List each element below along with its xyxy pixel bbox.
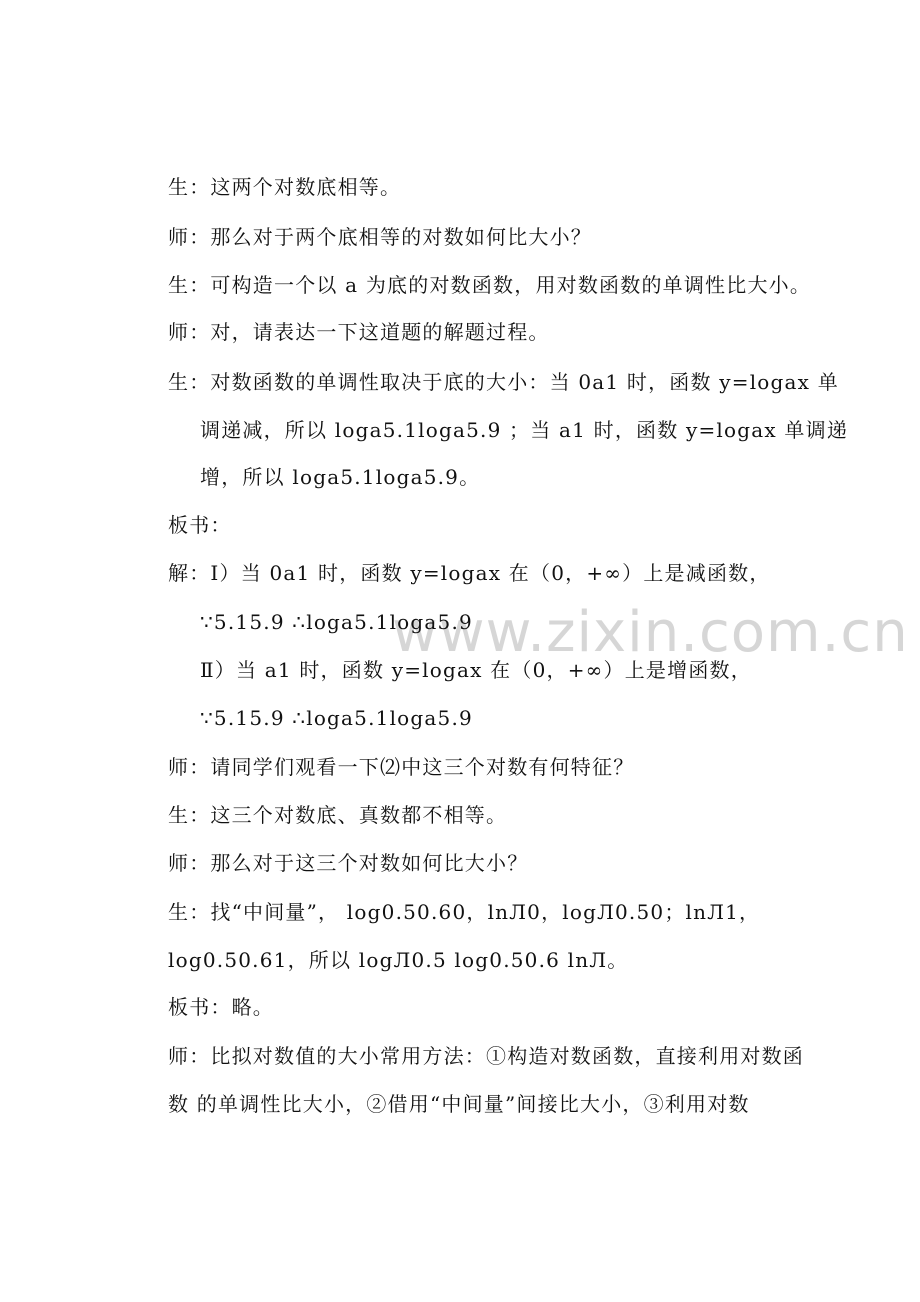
text-line: 师：请同学们观看一下⑵中这三个对数有何特征？ <box>168 755 635 779</box>
text-line: 师：对，请表达一下这道题的解题过程。 <box>168 320 550 344</box>
text-line: 生：对数函数的单调性取决于底的大小：当 0a1 时，函数 y=logax 单 <box>168 370 839 394</box>
text-line: Ⅱ）当 a1 时，函数 y=logax 在（0，+∞）上是增函数， <box>200 658 752 682</box>
text-line: 师：那么对于两个底相等的对数如何比大小？ <box>168 225 592 249</box>
text-line: 板书： <box>168 513 232 537</box>
text-line: ∵5.15.9 ∴loga5.1loga5.9 <box>200 610 473 634</box>
text-line: 生：可构造一个以 a 为底的对数函数，用对数函数的单调性比大小。 <box>168 273 812 297</box>
text-line: ∵5.15.9 ∴loga5.1loga5.9 <box>200 706 473 730</box>
text-line: 生：找“中间量”， log0.50.60，lnЛ0，logЛ0.50；lnЛ1， <box>168 900 761 924</box>
text-line: 板书：略。 <box>168 995 274 1019</box>
text-line: 师：比拟对数值的大小常用方法：①构造对数函数，直接利用对数函 <box>168 1044 804 1068</box>
text-line: 生：这三个对数底、真数都不相等。 <box>168 803 508 827</box>
watermark: www.zixin.com.cn <box>392 600 909 665</box>
text-line: 师：那么对于这三个对数如何比大小？ <box>168 851 529 875</box>
text-line: 解：Ⅰ）当 0a1 时，函数 y=logax 在（0，+∞）上是减函数， <box>168 561 771 585</box>
text-line: log0.50.61，所以 logЛ0.5 log0.50.6 lnЛ。 <box>168 948 629 972</box>
text-line: 数 的单调性比大小，②借用“中间量”间接比大小，③利用对数 <box>168 1092 750 1116</box>
text-line: 增，所以 loga5.1loga5.9。 <box>200 465 481 489</box>
text-line: 调递减，所以 loga5.1loga5.9 ；当 a1 时，函数 y=logax 单调递 <box>200 418 849 442</box>
text-line: 生：这两个对数底相等。 <box>168 175 402 199</box>
